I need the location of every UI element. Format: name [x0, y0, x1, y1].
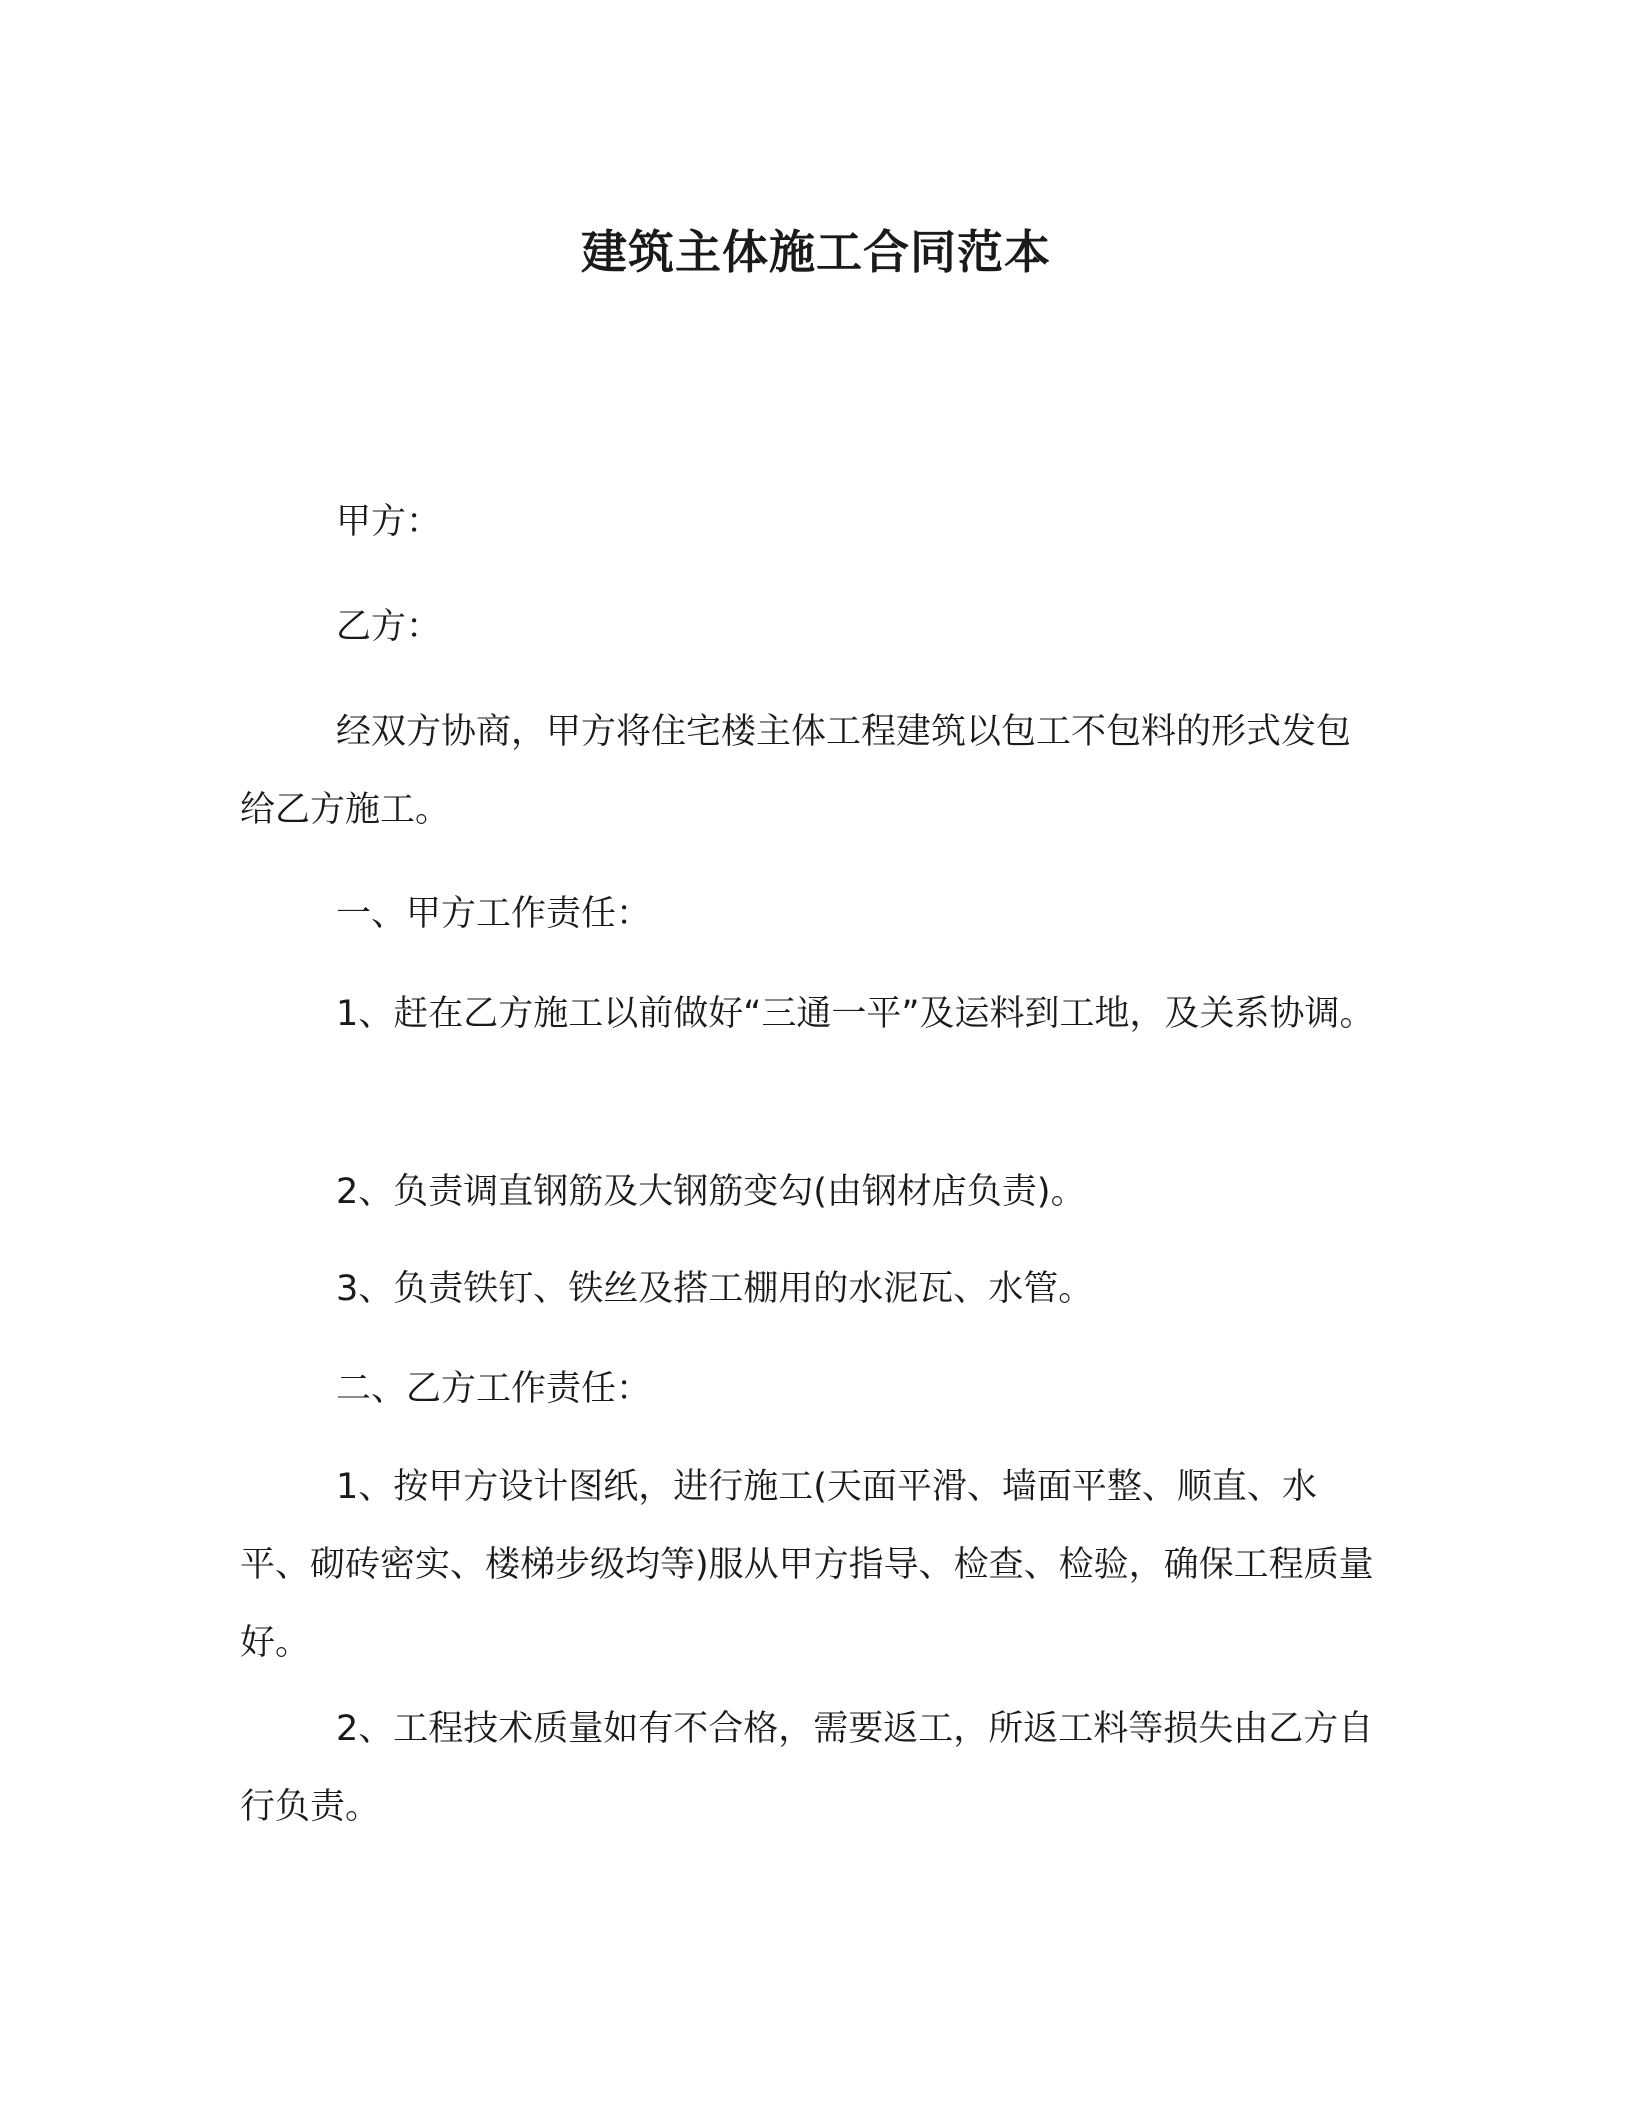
party-a-line: 甲方：	[336, 502, 442, 542]
party-b-clause-1: 1、按甲方设计图纸，进行施工(天面平滑、墙面平整、顺直、水平、砌砖密实、楼梯步级均等)服从甲方指导、检查、检验，确保工程质量好。	[240, 1467, 1374, 1663]
section-heading-party-b: 二、乙方工作责任：	[336, 1369, 652, 1409]
party-a-clause-3: 3、负责铁钉、铁丝及搭工棚用的水泥瓦、水管。	[336, 1269, 1094, 1309]
party-b-line: 乙方：	[336, 607, 442, 647]
party-b-clause-2: 2、工程技术质量如有不合格，需要返工，所返工料等损失由乙方自行负责。	[240, 1709, 1374, 1827]
intro-paragraph: 经双方协商，甲方将住宅楼主体工程建筑以包工不包料的形式发包给乙方施工。	[240, 712, 1352, 830]
document-title: 建筑主体施工合同范本	[581, 225, 1051, 279]
party-a-clause-2: 2、负责调直钢筋及大钢筋变勾(由钢材店负责)。	[336, 1172, 1086, 1212]
section-heading-party-a: 一、甲方工作责任：	[336, 894, 652, 934]
party-a-clause-1: 1、赶在乙方施工以前做好“三通一平”及运料到工地，及关系协调。	[336, 994, 1375, 1034]
